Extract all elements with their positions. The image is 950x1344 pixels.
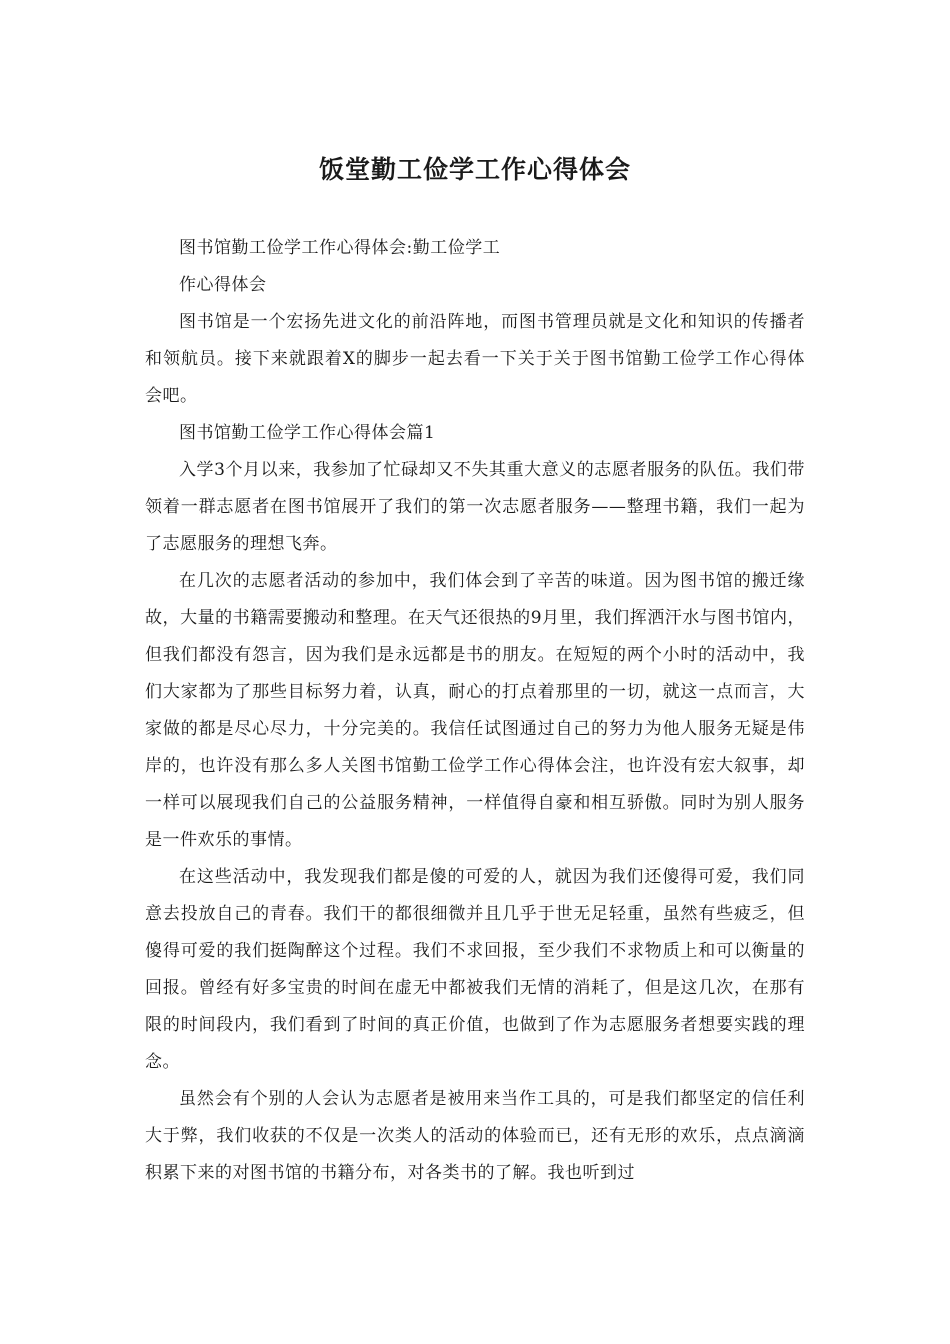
paragraph: 图书馆勤工俭学工作心得体会:勤工俭学工 (179, 238, 501, 258)
paragraph: 在这些活动中，我发现我们都是傻的可爱的人，就因为我们还傻得可爱，我们同意去投放自己的青春。我们干的都很细微并且几乎于世无足轻重，虽然有些疲乏，但傻得可爱的我们挺陶醉这个过程。我们不求回报，至少我们不求物质上和可以衡量的回报。曾经有好多宝贵的时间在虚无中都被我们无情的消耗了，但是这几次，在那有限的时间段内，我们看到了时间的真正价值，也做到了作为志愿服务者想要实践的理念。 (145, 867, 805, 1072)
document-body (145, 230, 805, 1192)
document-title: 饭堂勤工俭学工作心得体会 (318, 155, 631, 184)
paragraph: 在几次的志愿者活动的参加中，我们体会到了辛苦的味道。因为图书馆的搬迁缘故，大量的书籍需要搬动和整理。在天气还很热的9月里，我们挥洒汗水与图书馆内，但我们都没有怨言，因为我们是永远都是书的朋友。在短短的两个小时的活动中，我们大家都为了那些目标努力着，认真，耐心的打点着那里的一切，就这一点而言，大家做的都是尽心尽力，十分完美的。我信任试图通过自己的努力为他人服务无疑是伟岸的，也许没有那么多人关图书馆勤工俭学工作心得体会注，也许没有宏大叙事，却一样可以展现我们自己的公益服务精神，一样值得自豪和相互骄傲。同时为别人服务是一件欢乐的事情。 (145, 571, 805, 850)
paragraph: 虽然会有个别的人会认为志愿者是被用来当作工具的，可是我们都坚定的信任利大于弊，我们收获的不仅是一次类人的活动的体验而已，还有无形的欢乐，点点滴滴积累下来的对图书馆的书籍分布，对各类书的了解。我也听到过 (145, 1089, 805, 1183)
paragraph: 图书馆是一个宏扬先进文化的前沿阵地，而图书管理员就是文化和知识的传播者和领航员。接下来就跟着X的脚步一起去看一下关于关于图书馆勤工俭学工作心得体会吧。 (145, 312, 805, 406)
paragraph: 图书馆勤工俭学工作心得体会篇1 (179, 423, 436, 443)
paragraph: 入学3个月以来，我参加了忙碌却又不失其重大意义的志愿者服务的队伍。我们带领着一群志愿者在图书馆展开了我们的第一次志愿者服务——整理书籍，我们一起为了志愿服务的理想飞奔。 (145, 460, 805, 554)
paragraph: 作心得体会 (179, 275, 267, 295)
